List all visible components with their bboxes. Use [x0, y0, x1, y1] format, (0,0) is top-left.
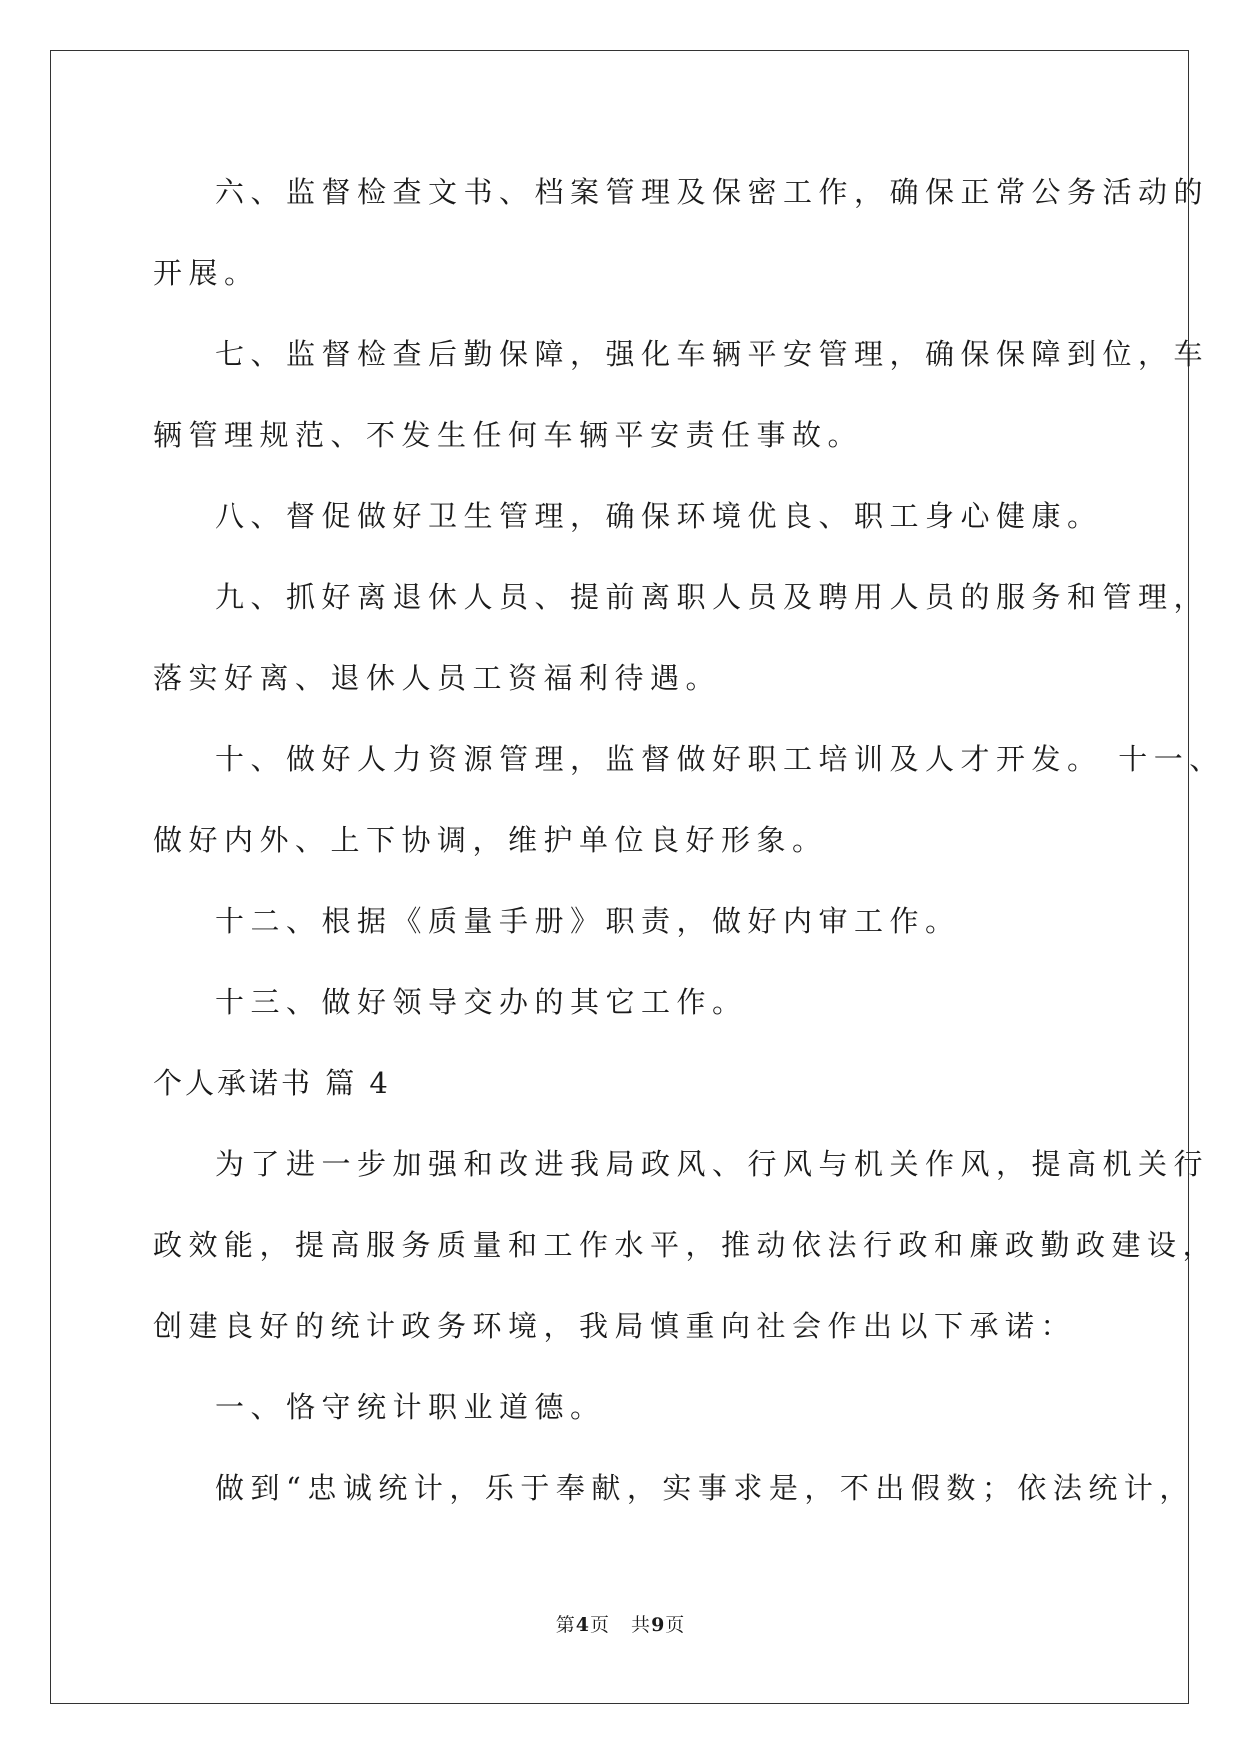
paragraph-line: 九、抓好离退休人员、提前离职人员及聘用人员的服务和管理，	[215, 580, 1210, 614]
paragraph-line: 六、监督检查文书、档案管理及保密工作，确保正常公务活动的	[215, 175, 1210, 209]
paragraph-line: 辆管理规范、不发生任何车辆平安责任事故。	[153, 418, 864, 452]
paragraph-line: 十三、做好领导交办的其它工作。	[215, 985, 748, 1019]
footer-middle: 页 共	[589, 1614, 652, 1636]
paragraph-line: 做到“忠诚统计，乐于奉献，实事求是，不出假数；依法统计，	[215, 1471, 1195, 1505]
paragraph-line: 一、恪守统计职业道德。	[215, 1390, 606, 1424]
paragraph-line: 七、监督检查后勤保障，强化车辆平安管理，确保保障到位，车	[215, 337, 1210, 371]
paragraph-line: 开展。	[153, 256, 260, 290]
paragraph-line: 八、督促做好卫生管理，确保环境优良、职工身心健康。	[215, 499, 1103, 533]
paragraph-line: 创建良好的统计政务环境，我局慎重向社会作出以下承诺：	[153, 1309, 1077, 1343]
paragraph-line: 落实好离、退休人员工资福利待遇。	[153, 661, 722, 695]
page-footer	[0, 1610, 1241, 1637]
paragraph-line: 为了进一步加强和改进我局政风、行风与机关作风，提高机关行	[215, 1147, 1210, 1181]
section-heading: 个人承诺书 篇 4	[153, 1066, 391, 1100]
footer-page-number: 4	[575, 1614, 590, 1636]
footer-total-pages: 9	[651, 1614, 666, 1636]
paragraph-line: 政效能，提高服务质量和工作水平，推动依法行政和廉政勤政建设，	[153, 1228, 1219, 1262]
paragraph-line: 做好内外、上下协调，维护单位良好形象。	[153, 823, 828, 857]
paragraph-line: 十、做好人力资源管理，监督做好职工培训及人才开发。 十一、	[215, 742, 1225, 776]
page-border	[50, 50, 1189, 1704]
footer-prefix: 第	[555, 1614, 576, 1636]
paragraph-line: 十二、根据《质量手册》职责，做好内审工作。	[215, 904, 961, 938]
footer-suffix: 页	[665, 1614, 686, 1636]
